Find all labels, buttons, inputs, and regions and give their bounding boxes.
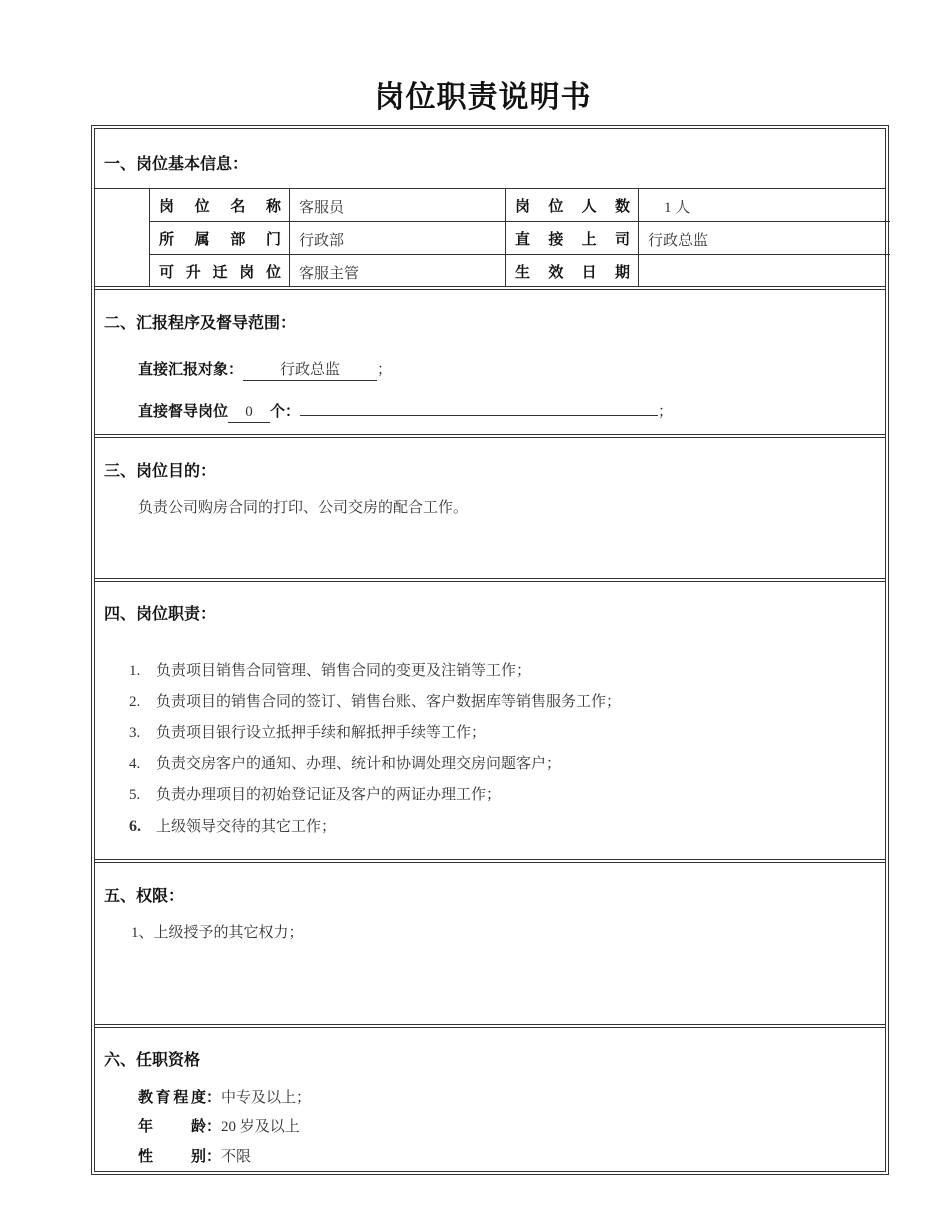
section-authority-heading: 五、权限： — [104, 886, 185, 905]
value-position-name: 客服员 — [299, 200, 345, 216]
duty-item: 6. 上级领导交待的其它工作； — [129, 818, 337, 835]
section-reporting-heading: 二、汇报程序及督导范围： — [104, 313, 297, 332]
form-inner-frame — [94, 128, 886, 1172]
reporting-target-value: 行政总监 — [243, 361, 377, 381]
section-qualifications-heading: 六、任职资格 — [104, 1050, 201, 1069]
value-headcount: 1 人 — [664, 200, 691, 216]
section-divider — [95, 1024, 885, 1028]
section-divider — [95, 434, 885, 438]
authority-text: 1、上级授予的其它权力； — [131, 925, 304, 941]
section-purpose-heading: 三、岗位目的： — [104, 461, 217, 480]
grid-row-border — [149, 221, 890, 222]
section-divider — [95, 286, 885, 290]
form-outer-frame — [91, 125, 889, 1175]
qualification-gender: 性 别 ：不限 — [138, 1147, 252, 1165]
value-supervisor: 行政总监 — [648, 233, 709, 249]
duty-item: 1. 负责项目销售合同管理、销售合同的变更及注销等工作； — [129, 663, 532, 679]
section-divider — [95, 578, 885, 582]
duty-item: 4. 负责交房客户的通知、办理、统计和协调处理交房问题客户； — [129, 756, 562, 772]
basic-info-grid — [149, 188, 890, 287]
reporting-target-line: 直接汇报对象： 行政总监 ； — [138, 358, 392, 381]
value-promotion: 客服主管 — [299, 266, 360, 282]
label-headcount: 岗 位 人 数 — [515, 197, 630, 215]
section-divider — [95, 859, 885, 863]
grid-left-border — [149, 188, 150, 287]
grid-row-border — [149, 254, 890, 255]
value-department: 行政部 — [299, 233, 345, 249]
duty-item: 5. 负责办理项目的初始登记证及客户的两证办理工作； — [129, 787, 502, 803]
grid-col-border — [505, 188, 506, 287]
qualification-education: 教 育 程 度 ：中专及以上； — [138, 1088, 312, 1106]
label-promotion: 可 升 迁 岗 位 — [159, 263, 281, 281]
grid-col-border — [289, 188, 290, 287]
purpose-text: 负责公司购房合同的打印、公司交房的配合工作。 — [138, 500, 469, 516]
label-supervisor: 直 接 上 司 — [515, 230, 630, 248]
label-department: 所 属 部 门 — [159, 230, 281, 248]
document-title: 岗位职责说明书 — [374, 81, 592, 114]
label-effective-date: 生 效 日 期 — [515, 263, 630, 281]
supervision-positions — [300, 396, 658, 416]
duty-item: 3. 负责项目银行设立抵押手续和解抵押手续等工作； — [129, 725, 487, 741]
qualification-age: 年 龄 ：20 岁及以上 — [138, 1117, 300, 1135]
duty-item: 2. 负责项目的销售合同的签订、销售台账、客户数据库等销售服务工作； — [129, 694, 622, 710]
label-position-name: 岗 位 名 称 — [159, 197, 281, 215]
supervision-line: 直接督导岗位 0 个： ； — [138, 396, 673, 423]
supervision-count: 0 — [228, 403, 270, 423]
section-basic-info-heading: 一、岗位基本信息： — [104, 154, 249, 173]
section-duties-heading: 四、岗位职责： — [104, 604, 217, 623]
grid-col-border — [638, 188, 639, 287]
